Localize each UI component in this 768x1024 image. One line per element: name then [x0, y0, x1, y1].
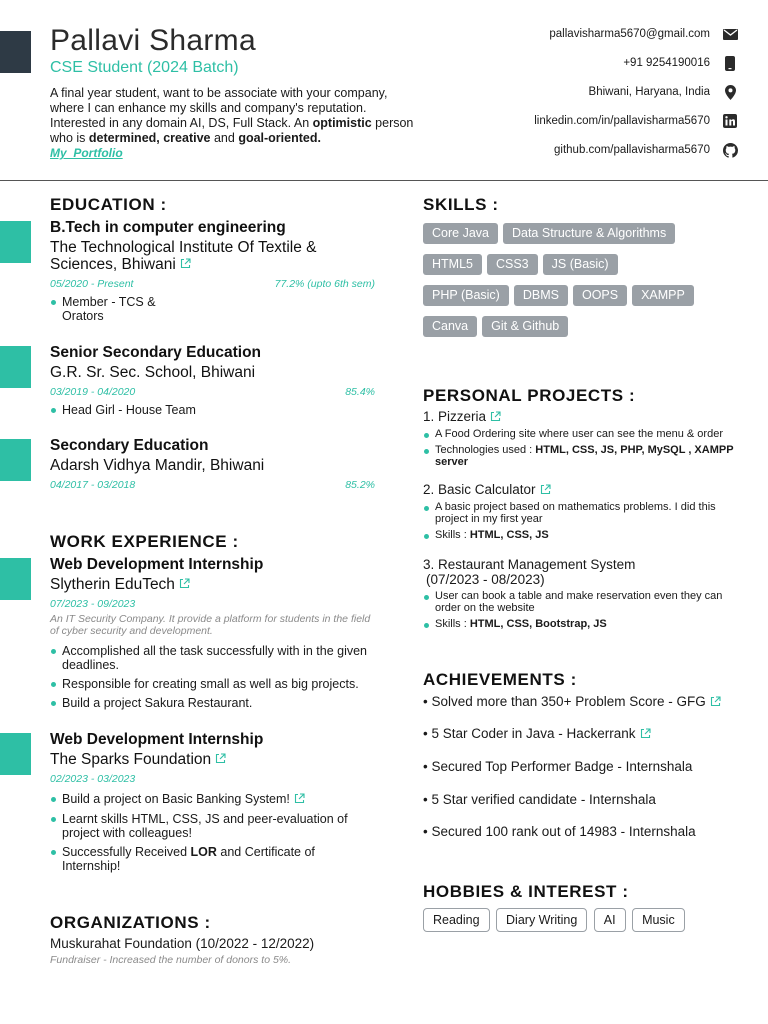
- contact-email[interactable]: [549, 26, 738, 42]
- job2-bullet-3c: and Certificate of Internship!: [62, 845, 315, 874]
- achievement-5: • Secured 100 rank out of 14983 - Internshala: [423, 824, 696, 839]
- skill-chip: Data Structure & Algorithms: [503, 223, 675, 244]
- education-btech: [50, 219, 375, 328]
- external-link-icon: [179, 576, 190, 593]
- senior-bullet: Head Girl - House Team: [50, 403, 375, 417]
- job1-bullet-2: Responsible for creating small as well as big projects.: [50, 677, 375, 691]
- skill-chip: OOPS: [573, 285, 627, 306]
- hobby-chip: Reading: [423, 908, 490, 932]
- achievement-2-text: • 5 Star Coder in Java - Hackerrank: [423, 726, 636, 741]
- achievements-heading: ACHIEVEMENTS :: [423, 670, 577, 689]
- project-2-skills-label: Skills :: [435, 528, 470, 541]
- job2-company[interactable]: [50, 751, 375, 768]
- project-1-title[interactable]: [423, 409, 743, 425]
- project-2-bullet-1: A basic project based on mathematics problems. I did this project in my first year: [423, 501, 743, 525]
- work-job-2: [50, 731, 375, 878]
- location-text: Bhiwani, Haryana, India: [588, 86, 710, 98]
- hobby-chip: AI: [594, 908, 626, 932]
- summary-determined: determined, creative: [88, 131, 211, 145]
- projects-heading: PERSONAL PROJECTS :: [423, 386, 636, 405]
- external-link-icon: [710, 695, 721, 710]
- organization-description: Fundraiser - Increased the number of donors to 5%.: [50, 954, 292, 966]
- skill-chip: HTML5: [423, 254, 482, 275]
- github-text: github.com/pallavisharma5670: [554, 144, 710, 156]
- phone-text: +91 9254190016: [623, 57, 710, 69]
- summary: [50, 86, 420, 161]
- hobbies-list: [423, 908, 753, 932]
- achievement-1[interactable]: [423, 694, 721, 710]
- btech-school[interactable]: [50, 239, 360, 273]
- senior-degree: Senior Secondary Education: [50, 344, 262, 361]
- project-3-bullet-1: User can book a table and make reservation even they can order on the website: [423, 590, 743, 614]
- portfolio-link[interactable]: My_Portfolio: [50, 146, 123, 160]
- linkedin-icon: [722, 113, 738, 129]
- job2-bullet-1-text: Build a project on Basic Banking System!: [62, 792, 290, 807]
- external-link-icon: [540, 483, 551, 498]
- btech-date: 05/2020 - Present: [50, 278, 134, 291]
- hobby-chip: Music: [632, 908, 685, 932]
- project-3-skills-label: Skills :: [435, 618, 470, 630]
- external-link-icon: [180, 256, 191, 273]
- education-senior: [50, 344, 375, 422]
- project-1-tech-label: Technologies used :: [435, 443, 536, 456]
- project-3-name: 3. Restaurant Management System: [423, 557, 636, 572]
- secondary-school: Adarsh Vidhya Mandir, Bhiwani: [50, 457, 265, 474]
- project-2: [423, 482, 743, 545]
- senior-date: 03/2019 - 04/2020: [50, 386, 136, 398]
- job1-bullet-3: Build a project Sakura Restaurant.: [50, 696, 375, 710]
- job2-bullet-1: [50, 792, 375, 807]
- skills-row-2: [423, 254, 753, 285]
- summary-optimistic: optimistic: [312, 116, 372, 130]
- job1-company[interactable]: [50, 576, 375, 593]
- candidate-name: Pallavi Sharma: [50, 24, 256, 57]
- job2-bullet-3: [50, 845, 375, 873]
- education-heading: EDUCATION :: [50, 195, 167, 214]
- skill-chip: Canva: [423, 316, 477, 337]
- skill-chip: DBMS: [514, 285, 568, 306]
- job2-date: 02/2023 - 03/2023: [50, 773, 136, 786]
- job1-role: Web Development Internship: [50, 556, 264, 573]
- skill-chip: Core Java: [423, 223, 498, 244]
- contact-github[interactable]: [554, 142, 738, 158]
- project-2-skills: HTML, CSS, JS: [469, 528, 549, 541]
- project-2-title[interactable]: [423, 482, 743, 498]
- job2-bullet-3b: LOR: [190, 845, 217, 860]
- skills-row-4: [423, 316, 753, 347]
- btech-bullet: Member - TCS & Orators: [50, 295, 170, 323]
- skill-chip: PHP (Basic): [423, 285, 509, 306]
- phone-icon: [722, 55, 738, 71]
- secondary-degree: Secondary Education: [50, 437, 209, 454]
- job1-bullet-1: Accomplished all the task successfully with in the given deadlines.: [50, 644, 375, 672]
- external-link-icon: [215, 751, 226, 768]
- location-pin-icon: [722, 84, 738, 100]
- candidate-role: CSE Student (2024 Batch): [50, 59, 239, 76]
- project-1-name: 1. Pizzeria: [423, 409, 487, 424]
- envelope-icon: [722, 26, 738, 42]
- header-accent-bar: [0, 31, 31, 73]
- contact-phone[interactable]: [623, 55, 738, 71]
- skills-list: [423, 223, 753, 347]
- job2-bullet-3a: Successfully Received: [62, 845, 191, 860]
- contact-location: [589, 84, 738, 100]
- skill-chip: Git & Github: [482, 316, 568, 337]
- achievement-2[interactable]: [423, 726, 651, 742]
- education-accent-bar-2: [0, 346, 31, 388]
- hobby-chip: Diary Writing: [496, 908, 587, 932]
- senior-school: G.R. Sr. Sec. School, Bhiwani: [50, 364, 256, 381]
- project-1: [423, 409, 743, 472]
- btech-school-text: The Technological Institute Of Textile & Sciences, Bhiwani: [50, 239, 317, 273]
- secondary-date: 04/2017 - 03/2018: [50, 479, 136, 491]
- organization-name: Muskurahat Foundation (10/2022 - 12/2022): [50, 936, 315, 951]
- job2-company-text: The Sparks Foundation: [50, 751, 212, 768]
- organization-entry: [50, 936, 375, 966]
- summary-text-3: and: [210, 131, 239, 145]
- organizations-heading: ORGANIZATIONS :: [50, 913, 211, 932]
- project-1-tech: HTML, CSS, JS, PHP, MySQL , XAMPP server: [435, 443, 734, 468]
- achievement-1-text: • Solved more than 350+ Problem Score - GFG: [423, 694, 706, 709]
- skills-row-1: [423, 223, 753, 254]
- summary-goal: goal-oriented.: [238, 131, 321, 145]
- skill-chip: XAMPP: [632, 285, 694, 306]
- summary-text-1: A final year student, want to be associate with your company, where I can enhance my skills and company's reputation. Interested in any domain AI, DS, Full Stack. An: [50, 86, 388, 130]
- education-accent-bar-3: [0, 439, 31, 481]
- btech-degree: B.Tech in computer engineering: [50, 219, 286, 236]
- skills-heading: SKILLS :: [423, 195, 499, 214]
- project-3-skills: HTML, CSS, Bootstrap, JS: [469, 618, 607, 630]
- achievement-3: • Secured Top Performer Badge - Internshala: [423, 759, 693, 774]
- senior-score: 85.4%: [345, 386, 375, 398]
- job2-role: Web Development Internship: [50, 731, 264, 748]
- work-accent-bar-2: [0, 733, 31, 775]
- project-2-bullet-2: [423, 529, 743, 541]
- contact-linkedin[interactable]: [534, 113, 738, 129]
- work-job-1: [50, 556, 375, 715]
- achievement-4: • 5 Star verified candidate - Internshala: [423, 792, 656, 807]
- education-secondary: [50, 437, 375, 491]
- job1-company-text: Slytherin EduTech: [50, 576, 175, 593]
- job2-bullet-2: Learnt skills HTML, CSS, JS and peer-evaluation of project with colleagues!: [50, 812, 375, 840]
- email-text: pallavisharma5670@gmail.com: [549, 28, 710, 40]
- btech-score: 77.2% (upto 6th sem): [274, 278, 375, 291]
- github-icon: [722, 142, 738, 158]
- skill-chip: JS (Basic): [543, 254, 618, 275]
- job1-description: An IT Security Company. It provide a platform for students in the field of cyber security and development.: [50, 613, 371, 638]
- skills-row-3: [423, 285, 753, 316]
- header-divider: [0, 180, 768, 181]
- external-link-icon: [640, 727, 651, 742]
- summary-text-2: person who is: [50, 116, 414, 145]
- project-1-bullet-1: A Food Ordering site where user can see the menu & order: [423, 428, 743, 440]
- project-1-bullet-2: [423, 444, 743, 468]
- job1-date: 07/2023 - 09/2023: [50, 598, 136, 611]
- skill-chip: CSS3: [487, 254, 538, 275]
- secondary-score: 85.2%: [345, 479, 375, 491]
- hobbies-heading: HOBBIES & INTEREST :: [423, 882, 629, 901]
- external-link-icon: [490, 410, 501, 425]
- work-accent-bar-1: [0, 558, 31, 600]
- work-heading: WORK EXPERIENCE :: [50, 532, 239, 551]
- project-3: [423, 557, 743, 634]
- external-link-icon[interactable]: [294, 793, 305, 807]
- project-3-bullet-2: [423, 618, 743, 630]
- project-3-dates: (07/2023 - 08/2023): [426, 572, 545, 587]
- linkedin-text: linkedin.com/in/pallavisharma5670: [534, 115, 710, 127]
- education-accent-bar-1: [0, 221, 31, 263]
- project-2-name: 2. Basic Calculator: [423, 482, 536, 497]
